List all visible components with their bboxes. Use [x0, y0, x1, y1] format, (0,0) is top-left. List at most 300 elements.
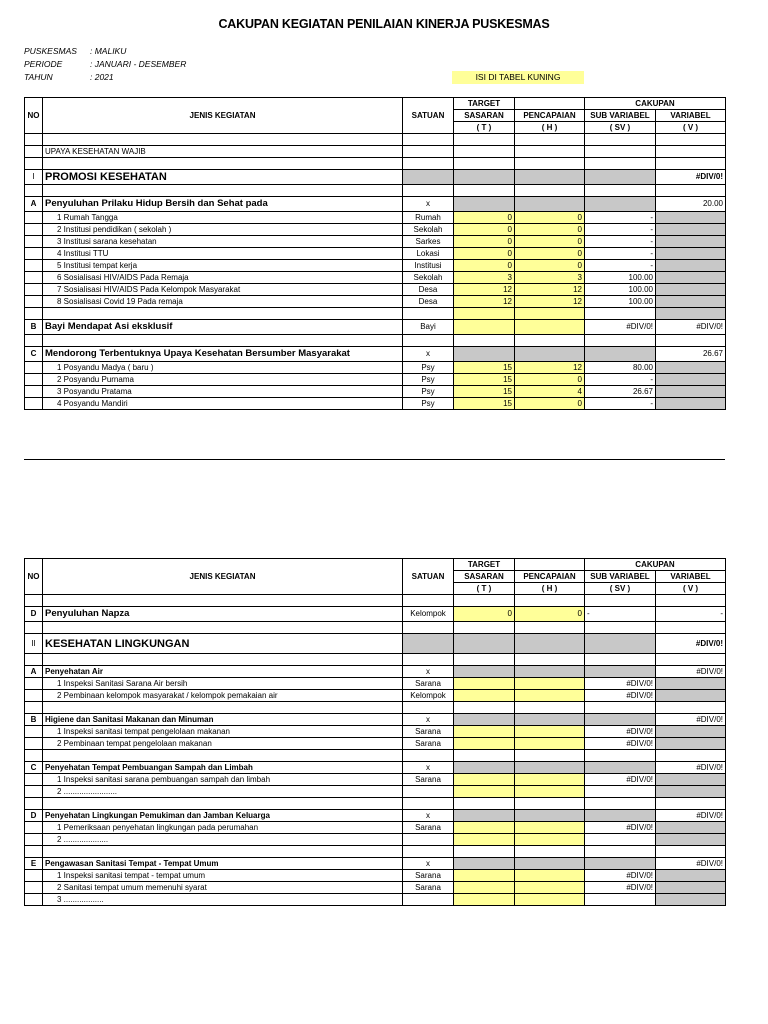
variabel-value: #DIV/0! [656, 320, 726, 335]
item-label: 2 .................... [43, 834, 403, 846]
satuan-cell: Sarana [403, 774, 454, 786]
table-row [25, 272, 726, 284]
target-input[interactable]: 15 [454, 386, 515, 398]
pencapaian-input[interactable] [515, 870, 585, 882]
subvariabel-value: 100.00 [585, 296, 656, 308]
variabel-value: #DIV/0! [656, 634, 726, 654]
satuan-cell: Bayi [403, 320, 454, 335]
row-no [25, 882, 43, 894]
satuan-cell: x [403, 666, 454, 678]
header-variabel: VARIABEL [656, 571, 726, 583]
section-row [25, 762, 726, 774]
table-row [25, 738, 726, 750]
subvariabel-cell [585, 666, 656, 678]
item-label: 4 Institusi TTU [43, 248, 403, 260]
variabel-value [656, 882, 726, 894]
variabel-value [656, 870, 726, 882]
item-label: 1 Inspeksi sanitasi tempat - tempat umum [43, 870, 403, 882]
blank-cell [585, 798, 656, 810]
header-v: ( V ) [656, 583, 726, 595]
row-no: I [25, 170, 43, 185]
table-row [25, 224, 726, 236]
target-input[interactable]: 12 [454, 296, 515, 308]
satuan-cell: Kelompok [403, 607, 454, 622]
target-input[interactable]: 15 [454, 362, 515, 374]
variabel-value: #DIV/0! [656, 810, 726, 822]
item-label: 2 Posyandu Purnama [43, 374, 403, 386]
meta-value: : MALIKU [90, 46, 127, 56]
satuan-cell: Rumah [403, 212, 454, 224]
row-no [25, 248, 43, 260]
pencapaian-input[interactable] [515, 786, 585, 798]
item-label: 4 Posyandu Mandiri [43, 398, 403, 410]
pencapaian-input[interactable] [515, 690, 585, 702]
table-row [25, 882, 726, 894]
target-input[interactable]: 12 [454, 284, 515, 296]
variabel-value [656, 374, 726, 386]
blank-cell [43, 798, 403, 810]
pencapaian-input[interactable]: 0 [515, 374, 585, 386]
subvariabel-cell [585, 762, 656, 774]
variabel-value: #DIV/0! [656, 170, 726, 185]
pencapaian-cell [515, 810, 585, 822]
table-row [25, 870, 726, 882]
pencapaian-input[interactable]: 4 [515, 386, 585, 398]
table-row [25, 690, 726, 702]
section-row [25, 858, 726, 870]
header-cakupan: CAKUPAN [585, 98, 726, 110]
blank-cell [515, 654, 585, 666]
header-blank [515, 559, 585, 571]
satuan-cell: Psy [403, 362, 454, 374]
row-no: B [25, 320, 43, 335]
header-t: ( T ) [454, 122, 515, 134]
blank-cell [585, 654, 656, 666]
header-cakupan: CAKUPAN [585, 559, 726, 571]
page-title: CAKUPAN KEGIATAN PENILAIAN KINERJA PUSKESMAS [218, 17, 550, 31]
pencapaian-input[interactable]: 12 [515, 296, 585, 308]
satuan-cell: Sarana [403, 822, 454, 834]
header-sv: ( SV ) [585, 583, 656, 595]
target-input[interactable]: 15 [454, 398, 515, 410]
target-input[interactable] [454, 690, 515, 702]
blank-cell [25, 654, 43, 666]
variabel-value [656, 212, 726, 224]
satuan-cell: Psy [403, 386, 454, 398]
header-blank [515, 98, 585, 110]
variabel-value [656, 786, 726, 798]
row-no [25, 386, 43, 398]
target-input[interactable] [454, 870, 515, 882]
row-no [25, 738, 43, 750]
variabel-value [656, 296, 726, 308]
table-row [25, 212, 726, 224]
row-no [25, 690, 43, 702]
table-row [25, 296, 726, 308]
row-no [25, 272, 43, 284]
row-no [25, 870, 43, 882]
meta-key: TAHUN [24, 72, 53, 82]
header-sv: ( SV ) [585, 122, 656, 134]
blank-cell [43, 702, 403, 714]
pencapaian-input[interactable] [515, 894, 585, 906]
blank-cell [403, 702, 454, 714]
subsection-title: Higiene dan Sanitasi Makanan dan Minuman [43, 714, 403, 726]
header-jenis: JENIS KEGIATAN [43, 98, 403, 134]
item-label: 3 .................. [43, 894, 403, 906]
row-no [25, 774, 43, 786]
pencapaian-input[interactable] [515, 774, 585, 786]
pencapaian-input[interactable]: 0 [515, 212, 585, 224]
blank-cell [656, 702, 726, 714]
section-title: KESEHATAN LINGKUNGAN [43, 634, 403, 654]
variabel-value [656, 678, 726, 690]
item-label: 1 Inspeksi Sanitasi Sarana Air bersih [43, 678, 403, 690]
header-satuan: SATUAN [403, 98, 454, 134]
subvariabel-value: #DIV/0! [585, 774, 656, 786]
meta-key: PUSKESMAS [24, 46, 77, 56]
subvariabel-value [585, 834, 656, 846]
subvariabel-value [585, 894, 656, 906]
table-row [25, 726, 726, 738]
blank-cell [656, 654, 726, 666]
subvariabel-cell [585, 810, 656, 822]
meta-value: : 2021 [90, 72, 114, 82]
table-row [25, 834, 726, 846]
row-no [25, 296, 43, 308]
blank-cell [25, 798, 43, 810]
subvariabel-value: - [585, 607, 656, 622]
pencapaian-input[interactable] [515, 882, 585, 894]
target-input[interactable]: 0 [454, 607, 515, 622]
target-input[interactable] [454, 822, 515, 834]
item-label: 1 Posyandu Madya ( baru ) [43, 362, 403, 374]
row-no: II [25, 634, 43, 654]
table-row [25, 774, 726, 786]
row-no [25, 284, 43, 296]
row-no: C [25, 347, 43, 362]
header-h: ( H ) [515, 122, 585, 134]
pencapaian-input[interactable]: 12 [515, 362, 585, 374]
satuan-cell: x [403, 810, 454, 822]
table-row [25, 786, 726, 798]
table-row [25, 236, 726, 248]
blank-cell [403, 798, 454, 810]
subvariabel-value: - [585, 260, 656, 272]
pencapaian-input[interactable] [515, 822, 585, 834]
header-sasaran: SASARAN [454, 110, 515, 122]
blank-cell [585, 750, 656, 762]
target-input[interactable]: 0 [454, 248, 515, 260]
blank-cell [454, 798, 515, 810]
table-row [25, 822, 726, 834]
blank-cell [454, 750, 515, 762]
target-input[interactable] [454, 786, 515, 798]
table-row [25, 248, 726, 260]
target-input[interactable] [454, 882, 515, 894]
blank-cell [43, 654, 403, 666]
item-label: 2 Sanitasi tempat umum memenuhi syarat [43, 882, 403, 894]
table-row [25, 260, 726, 272]
satuan-cell: x [403, 197, 454, 212]
variabel-value: #DIV/0! [656, 858, 726, 870]
table-kinerja-2 [24, 558, 726, 906]
variabel-value: 20.00 [656, 197, 726, 212]
target-input[interactable]: 3 [454, 272, 515, 284]
table-kinerja-1 [24, 97, 726, 410]
meta-key: PERIODE [24, 59, 63, 69]
target-input[interactable] [454, 320, 515, 335]
variabel-value [656, 386, 726, 398]
variabel-value: 26.67 [656, 347, 726, 362]
satuan-cell: x [403, 762, 454, 774]
header-satuan: SATUAN [403, 559, 454, 595]
blank-cell [585, 846, 656, 858]
table-row [25, 386, 726, 398]
item-label: 2 Pembinaan kelompok masyarakat / kelompok pemakaian air [43, 690, 403, 702]
variabel-value [656, 738, 726, 750]
blank-cell [25, 702, 43, 714]
satuan-cell: Sekolah [403, 272, 454, 284]
pencapaian-input[interactable]: 0 [515, 224, 585, 236]
pencapaian-input[interactable]: 12 [515, 284, 585, 296]
variabel-value [656, 362, 726, 374]
subsection-title: Penyehatan Lingkungan Pemukiman dan Jamban Keluarga [43, 810, 403, 822]
item-label: 1 Rumah Tangga [43, 212, 403, 224]
variabel-value: - [656, 607, 726, 622]
variabel-value: #DIV/0! [656, 762, 726, 774]
pencapaian-input[interactable]: 0 [515, 260, 585, 272]
subvariabel-value [585, 786, 656, 798]
blank-cell [515, 702, 585, 714]
item-label: 8 Sosialisasi Covid 19 Pada remaja [43, 296, 403, 308]
target-input[interactable]: 0 [454, 236, 515, 248]
satuan-cell: Sarana [403, 678, 454, 690]
header-pencapaian: PENCAPAIAN [515, 110, 585, 122]
blank-cell [454, 702, 515, 714]
satuan-cell: x [403, 347, 454, 362]
meta-tahun [24, 72, 114, 82]
row-no [25, 726, 43, 738]
header-sasaran: SASARAN [454, 571, 515, 583]
subsection-title: Penyuluhan Prilaku Hidup Bersih dan Sehat pada [43, 197, 403, 212]
section-row [25, 666, 726, 678]
blank-cell [515, 798, 585, 810]
row-no [25, 786, 43, 798]
row-no [25, 374, 43, 386]
target-cell [454, 666, 515, 678]
satuan-cell: Sarana [403, 882, 454, 894]
section-row [25, 810, 726, 822]
header-jenis: JENIS KEGIATAN [43, 559, 403, 595]
item-label: 1 Inspeksi sanitasi sarana pembuangan sampah dan limbah [43, 774, 403, 786]
pencapaian-input[interactable]: 0 [515, 248, 585, 260]
satuan-cell [403, 834, 454, 846]
pencapaian-input[interactable] [515, 726, 585, 738]
blank-cell [656, 750, 726, 762]
variabel-value [656, 774, 726, 786]
variabel-value: #DIV/0! [656, 666, 726, 678]
variabel-value [656, 224, 726, 236]
blank-cell [25, 750, 43, 762]
header-target: TARGET [454, 98, 515, 110]
meta-value: : JANUARI - DESEMBER [90, 59, 187, 69]
subvariabel-value: - [585, 224, 656, 236]
blank-cell [43, 846, 403, 858]
satuan-cell [403, 786, 454, 798]
pencapaian-input[interactable] [515, 738, 585, 750]
row-no [25, 834, 43, 846]
row-no: E [25, 858, 43, 870]
variabel-value [656, 284, 726, 296]
target-cell [454, 714, 515, 726]
section-row [25, 714, 726, 726]
target-input[interactable]: 0 [454, 260, 515, 272]
table-row [25, 374, 726, 386]
row-no: C [25, 762, 43, 774]
header-v: ( V ) [656, 122, 726, 134]
subvariabel-value: 80.00 [585, 362, 656, 374]
variabel-value [656, 894, 726, 906]
blank-cell [454, 846, 515, 858]
meta-periode [24, 59, 186, 69]
pencapaian-cell [515, 762, 585, 774]
satuan-cell: Kelompok [403, 690, 454, 702]
row-no: B [25, 714, 43, 726]
satuan-cell: Psy [403, 374, 454, 386]
subvariabel-value: #DIV/0! [585, 870, 656, 882]
target-cell [454, 858, 515, 870]
variabel-value [656, 834, 726, 846]
satuan-cell: Lokasi [403, 248, 454, 260]
item-label: 2 ........................ [43, 786, 403, 798]
target-input[interactable] [454, 678, 515, 690]
row-no: A [25, 666, 43, 678]
pencapaian-input[interactable] [515, 320, 585, 335]
satuan-cell: Desa [403, 296, 454, 308]
table-row [25, 284, 726, 296]
yellow-note: ISI DI TABEL KUNING [452, 71, 584, 84]
header-variabel: VARIABEL [656, 110, 726, 122]
subvariabel-value: - [585, 212, 656, 224]
subvariabel-value: #DIV/0! [585, 738, 656, 750]
target-input[interactable]: 0 [454, 224, 515, 236]
target-input[interactable] [454, 738, 515, 750]
subvariabel-value: - [585, 374, 656, 386]
row-wajib: UPAYA KESEHATAN WAJIB [43, 146, 403, 158]
pencapaian-cell [515, 858, 585, 870]
satuan-cell: Sekolah [403, 224, 454, 236]
variabel-value [656, 248, 726, 260]
row-no [25, 224, 43, 236]
subvariabel-value: - [585, 236, 656, 248]
subvariabel-value: - [585, 248, 656, 260]
page-divider [24, 459, 725, 460]
row-no: D [25, 810, 43, 822]
blank-cell [515, 846, 585, 858]
header-target: TARGET [454, 559, 515, 571]
blank-cell [585, 702, 656, 714]
pencapaian-input[interactable]: 0 [515, 607, 585, 622]
header-subvar: SUB VARIABEL [585, 571, 656, 583]
item-label: 2 Pembinaan tempat pengelolaan makanan [43, 738, 403, 750]
header-no: NO [25, 98, 43, 134]
subsection-title: Penyehatan Air [43, 666, 403, 678]
subsection-title: Mendorong Terbentuknya Upaya Kesehatan Bersumber Masyarakat [43, 347, 403, 362]
subvariabel-value: 100.00 [585, 272, 656, 284]
subvariabel-value: 100.00 [585, 284, 656, 296]
subvariabel-value: #DIV/0! [585, 822, 656, 834]
satuan-cell: x [403, 858, 454, 870]
subsection-title: Bayi Mendapat Asi eksklusif [43, 320, 403, 335]
subvariabel-cell [585, 714, 656, 726]
table-row [25, 678, 726, 690]
subvariabel-value: #DIV/0! [585, 320, 656, 335]
target-input[interactable] [454, 726, 515, 738]
variabel-value [656, 726, 726, 738]
target-input[interactable] [454, 774, 515, 786]
satuan-cell: Sarana [403, 726, 454, 738]
variabel-value [656, 690, 726, 702]
blank-cell [403, 750, 454, 762]
pencapaian-input[interactable]: 0 [515, 398, 585, 410]
row-no: A [25, 197, 43, 212]
blank-cell [454, 654, 515, 666]
subvariabel-value: #DIV/0! [585, 882, 656, 894]
satuan-cell: x [403, 714, 454, 726]
subsection-title: Penyehatan Tempat Pembuangan Sampah dan Limbah [43, 762, 403, 774]
variabel-value [656, 398, 726, 410]
table-row [25, 398, 726, 410]
target-input[interactable]: 0 [454, 212, 515, 224]
subvariabel-value: 26.67 [585, 386, 656, 398]
item-label: 2 Institusi pendidikan ( sekolah ) [43, 224, 403, 236]
variabel-value [656, 822, 726, 834]
header-t: ( T ) [454, 583, 515, 595]
pencapaian-cell [515, 714, 585, 726]
target-input[interactable]: 15 [454, 374, 515, 386]
header-pencapaian: PENCAPAIAN [515, 571, 585, 583]
pencapaian-input[interactable] [515, 678, 585, 690]
target-input[interactable] [454, 894, 515, 906]
row-no: D [25, 607, 43, 622]
variabel-value [656, 272, 726, 284]
subsection-title: Penyuluhan Napza [43, 607, 403, 622]
subvariabel-value: #DIV/0! [585, 678, 656, 690]
row-no [25, 236, 43, 248]
item-label: 3 Institusi sarana kesehatan [43, 236, 403, 248]
satuan-cell: Sarana [403, 738, 454, 750]
table-row [25, 894, 726, 906]
pencapaian-input[interactable]: 0 [515, 236, 585, 248]
pencapaian-input[interactable]: 3 [515, 272, 585, 284]
row-no [25, 894, 43, 906]
row-no [25, 212, 43, 224]
item-label: 1 Inspeksi sanitasi tempat pengelolaan makanan [43, 726, 403, 738]
row-no [25, 398, 43, 410]
satuan-cell: Institusi [403, 260, 454, 272]
blank-cell [25, 846, 43, 858]
blank-cell [515, 750, 585, 762]
subvariabel-value: #DIV/0! [585, 726, 656, 738]
variabel-value [656, 236, 726, 248]
target-input[interactable] [454, 834, 515, 846]
pencapaian-input[interactable] [515, 834, 585, 846]
meta-puskesmas [24, 46, 126, 56]
target-cell [454, 810, 515, 822]
satuan-cell: Sarana [403, 870, 454, 882]
item-label: 1 Pemeriksaan penyehatan lingkungan pada perumahan [43, 822, 403, 834]
